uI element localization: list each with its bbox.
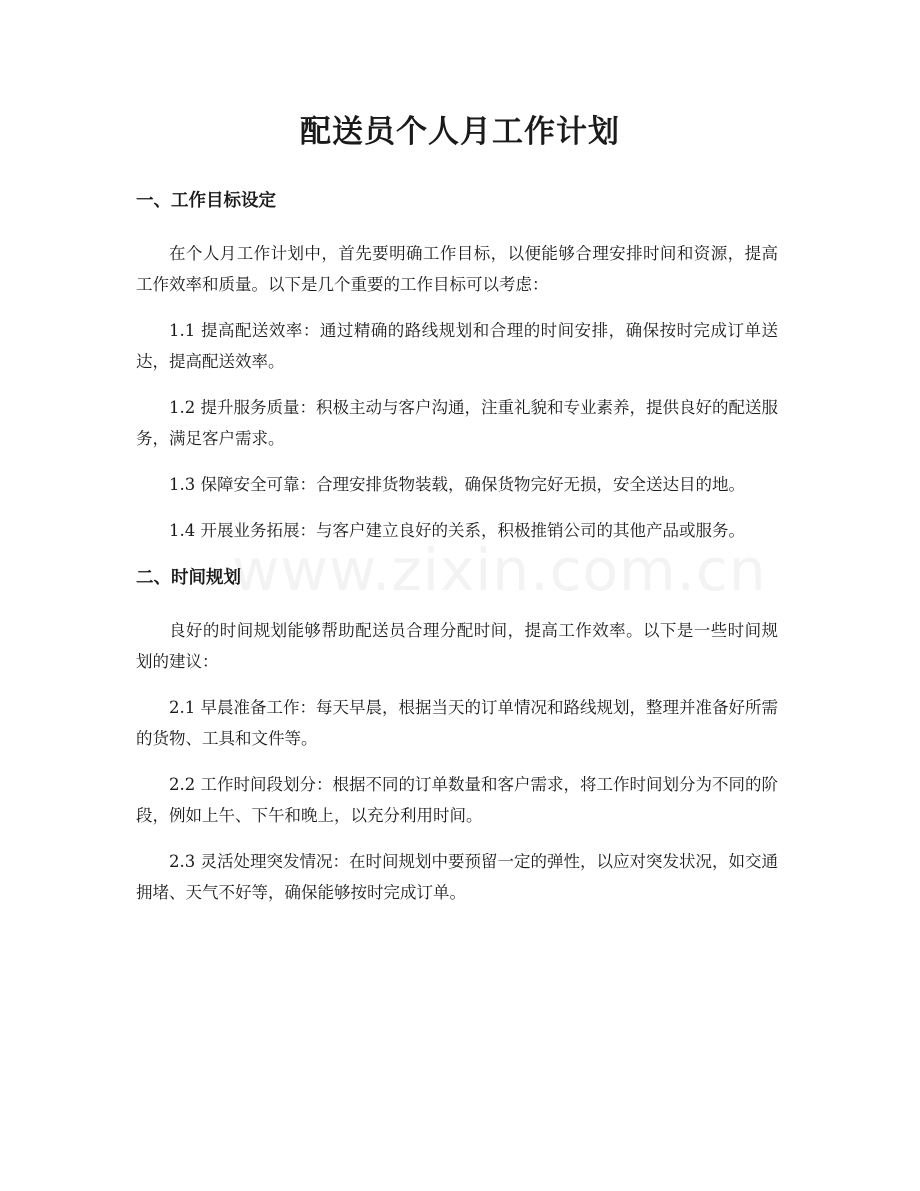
paragraph: 良好的时间规划能够帮助配送员合理分配时间，提高工作效率。以下是一些时间规划的建议： [136,621,778,671]
paragraph: 1.3 保障安全可靠：合理安排货物装载，确保货物完好无损，安全送达目的地。 [169,475,745,494]
paragraph: 1.4 开展业务拓展：与客户建立良好的关系，积极推销公司的其他产品或服务。 [169,521,745,540]
paragraph: 1.2 提升服务质量：积极主动与客户沟通，注重礼貌和专业素养，提供良好的配送服务，满足客户需求。 [136,398,778,448]
paragraph: 在个人月工作计划中，首先要明确工作目标，以便能够合理安排时间和资源，提高工作效率和质量。以下是几个重要的工作目标可以考虑： [136,244,778,294]
paragraph: 1.1 提高配送效率：通过精确的路线规划和合理的时间安排，确保按时完成订单送达，提高配送效率。 [136,321,778,371]
section-time-planning [136,561,778,908]
paragraph: 2.2 工作时间段划分：根据不同的订单数量和客户需求，将工作时间划分为不同的阶段，例如上午、下午和晚上，以充分利用时间。 [136,775,778,825]
section-heading: 一、工作目标设定 [136,191,276,211]
page-title: 配送员个人月工作计划 [300,114,620,150]
section-work-goals [136,184,778,546]
section-heading: 二、时间规划 [136,568,241,588]
paragraph: 2.1 早晨准备工作：每天早晨，根据当天的订单情况和路线规划，整理并准备好所需的货物、工具和文件等。 [136,698,778,748]
document-body [136,184,778,923]
watermark: www.zixin.com.cn [232,536,767,604]
paragraph: 2.3 灵活处理突发情况：在时间规划中要预留一定的弹性，以应对突发状况，如交通拥堵、天气不好等，确保能够按时完成订单。 [136,852,778,902]
